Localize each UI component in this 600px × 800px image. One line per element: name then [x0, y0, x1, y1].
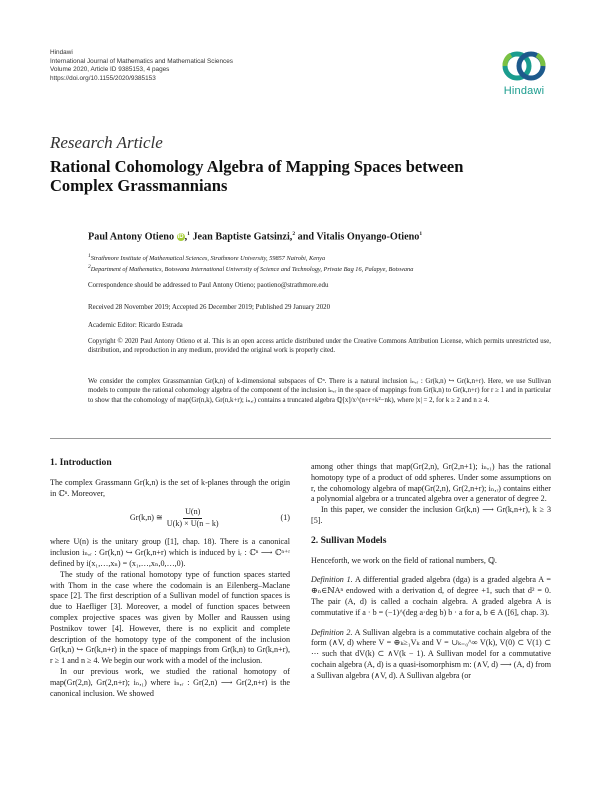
affiliation-1-number: 1 — [88, 253, 91, 259]
definition-1 — [311, 575, 551, 618]
equation-lhs: Gr(k,n) ≅ — [129, 513, 163, 523]
affiliation-2-text: Department of Mathematics, Botswana International University of Science and Technology, Private Bag 16, Palapye, Botswana — [90, 266, 414, 274]
affiliation-1 — [88, 252, 325, 264]
volume-info: Volume 2020, Article ID 9385153, 4 pages — [50, 66, 170, 74]
abstract-line: inclusion iₙ,ᵣ in the space of mappings from Gr(k,n) to Gr(k,n+r) for r ≥ 1 and in particular to show that the cohomology of — [88, 387, 551, 404]
right-column — [311, 462, 551, 682]
journal-header — [50, 49, 233, 83]
publication-dates: Received 28 November 2019; Accepted 26 December 2019; Published 29 January 2020 — [88, 304, 331, 311]
abstract — [88, 377, 551, 405]
abstract-line: iₙ,ᵣ : Gr(k,n) ↪ Gr(k,n+r). Here, we use Sullivan models to compute the rational cohomology algebra of the component of the — [88, 378, 551, 395]
hindawi-logo — [496, 44, 552, 97]
definition-2-label: Definition 2. — [311, 627, 353, 637]
paragraph: The study of the rational homotopy type of function spaces started with Thom in the case where the codomain is an Eilenberg–Maclane space [2]. The first description of a Sullivan model of function spaces is due to Haefliger [3]. Moreover, a model of function spaces between complex projective spaces was given by Moller and Raussen using Postnikov tower [4]. However, there is no explicit and complete description of the homotopy type of the component of the inclusion Gr(k,n) ↪ Gr(k,n+r) in the space of mappings from Gr(k,n) to Gr(k,n+r), r ≥ 1 and n ≥ 4. We begin our work with a model of the inclusion. — [50, 569, 290, 666]
publisher-name: Hindawi — [50, 49, 73, 56]
equation-fraction — [165, 507, 221, 530]
affiliation-2-number: 2 — [88, 264, 91, 270]
abstract-line: We consider the complex Grassmannian Gr(k,n) of k-dimensional subspaces of ℂⁿ. There is a natural inclusion — [88, 378, 408, 385]
affiliation-1-text: Strathmore Institute of Mathematical Sciences, Strathmore University, 59857 Nairobi, Kenya — [90, 255, 326, 263]
article-type-label: Research Article — [50, 133, 163, 152]
paragraph: The complex Grassmann Gr(k,n) is the set of k-planes through the origin in ℂⁿ. Moreover, — [50, 477, 290, 498]
paragraph: Henceforth, we work on the field of rational numbers, ℚ. — [311, 555, 497, 565]
paragraph: where U(n) is the unitary group ([1], chap. 18). There is a canonical inclusion iₙ,ᵣ : Gr(k,n) ↪ Gr(k,n+r) which is induced by iᵣ : ℂⁿ ⟶ ℂⁿ⁺ʳ defined by i(x₁,…,xₙ) = (x₁,…,xₙ,0,…,0). — [50, 537, 290, 568]
logo-wordmark: Hindawi — [503, 85, 545, 97]
section-heading-sullivan-models: 2. Sullivan Models — [311, 534, 387, 546]
author-1-affiliation: 1 — [187, 231, 190, 237]
doi-link[interactable]: https://doi.org/10.1155/2020/9385153 — [50, 74, 156, 82]
section-heading-introduction: 1. Introduction — [50, 457, 112, 468]
definition-1-label: Definition 1. — [311, 575, 353, 585]
left-column — [50, 458, 290, 699]
journal-name: International Journal of Mathematics and Mathematical Sciences — [50, 57, 233, 65]
author-2-affiliation: 2 — [292, 231, 296, 237]
equation-1 — [50, 503, 290, 533]
author-list: Paul Antony Otieno iD,$^1$ Jean Baptiste Gatsinzi,$^2$ and Vitalis Onyango-Otieno$^1$ — [88, 231, 423, 243]
correspondence: Correspondence should be addressed to Paul Antony Otieno; paotieno@strathmore.edu — [88, 282, 329, 289]
paragraph: among other things that map(Gr(2,n), Gr(2,n+1); iₙ,₁) has the rational homotopy type of a product of odd spheres. Under some assumptions on r, the cohomology algebra of map(Gr(2,n), Gr(2,n+r); iₙ,ᵣ) contains either a polynomial algebra or a truncated algebra over a generator of degree 2. — [311, 462, 551, 504]
equation-denominator: U(k) × U(n − k) — [166, 518, 219, 528]
hindawi-rings-icon — [499, 44, 549, 84]
abstract-line: map(Gr(n,k), Gr(n,k+r); iₙ,ᵣ) contains a truncated algebra ℚ[x]/x^(n+r+k²−nk), where |x| = 2, for k ≥ 2 and n ≥ 4. — [177, 396, 490, 404]
author-1[interactable]: Paul Antony Otieno — [88, 231, 175, 243]
academic-editor: Academic Editor: Ricardo Estrada — [88, 322, 183, 329]
definition-1-text: A differential graded algebra (dga) is a graded algebra A = ⊕ₙ∈ℕAⁿ endowed with a derivation d, of degree +1, such that d² = 0. The pair (A, d) is called a cochain algebra. A graded algebra A is commutative if a · b = (−1)^(deg a·deg b) b · a for a, b ∈ A ([6], chap. 3). — [311, 575, 551, 617]
paragraph: In our previous work, we studied the rational homotopy of map(Gr(2,n), Gr(2,n+r); iₙ,₁) where iₙ,ᵣ : Gr(2,n) ⟶ Gr(2,n+r) is the canonical inclusion. We showed — [50, 666, 290, 698]
author-3-affiliation: 1 — [419, 231, 423, 237]
copyright-notice: Copyright © 2020 Paul Antony Otieno et al. This is an open access article distributed under the Creative Commons Attribution License, which permits unrestricted use, distribution, and reproduction in any medium, provided the original work is properly cited. — [88, 338, 551, 354]
article-title: Rational Cohomology Algebra of Mapping Spaces between Complex Grassmannians — [50, 157, 464, 195]
equation-numerator: U(n) — [183, 507, 202, 519]
author-2[interactable]: Jean Baptiste Gatsinzi, — [192, 231, 293, 243]
definition-2-text: A Sullivan algebra is a commutative cochain algebra of the form (∧V, d) where V = ⊕ₖ≥₁Vₖ and V = ∪ₖ₌₀^∞ V(k), V(0) ⊂ V(1) ⊂ ⋯ such that dV(k) ⊂ ∧V(k − 1). A Sullivan model for a commutative cochain algebra (A, d) is a quasi-isomorphism m: (∧V, d) ⟶ (A, d) from a Sullivan algebra (∧V, d). A Sullivan algebra (or — [311, 627, 552, 680]
paragraph: In this paper, we consider the inclusion Gr(k,n) ⟶ Gr(k,n+r), k ≥ 3 [5]. — [311, 505, 551, 525]
definition-2 — [311, 628, 551, 682]
author-3[interactable]: and Vitalis Onyango-Otieno — [297, 231, 420, 243]
section-divider — [50, 438, 551, 439]
orcid-icon[interactable]: iD — [177, 234, 184, 241]
affiliation-2 — [88, 263, 413, 275]
equation-number: (1) — [280, 512, 290, 522]
